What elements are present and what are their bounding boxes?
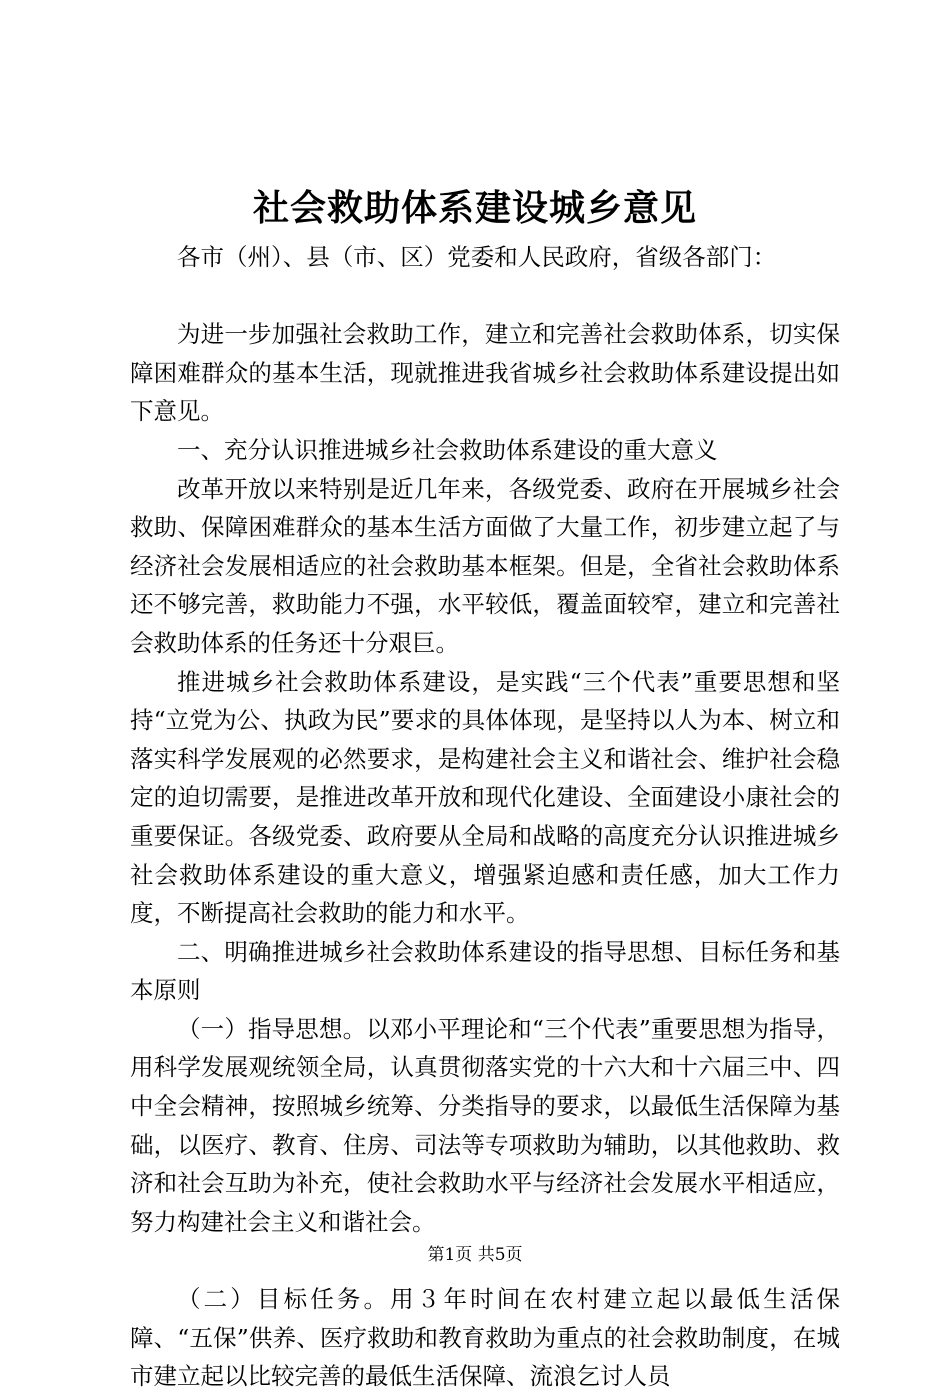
paragraph-intro: 为进一步加强社会救助工作，建立和完善社会救助体系，切实保障困难群众的基本生活，现就推进我省城乡社会救助体系建设提出如下意见。 bbox=[130, 320, 840, 426]
page-number-footer: 第1页 共5页 bbox=[427, 1245, 523, 1265]
paragraph-goals: （二）目标任务。用３年时间在农村建立起以最低生活保障、“五保”供养、医疗救助和教育救助为重点的社会救助制度，在城市建立起以比较完善的最低生活保障、流浪乞讨人员 bbox=[130, 1285, 840, 1391]
document-body bbox=[130, 238, 840, 1396]
paragraph-guiding-ideology: （一）指导思想。以邓小平理论和“三个代表”重要思想为指导，用科学发展观统领全局，认真贯彻落实党的十六大和十六届三中、四中全会精神，按照城乡统筹、分类指导的要求，以最低生活保障为基础，以医疗、教育、住房、司法等专项救助为辅助，以其他救助、救济和社会互助为补充，使社会救助水平与经济社会发展水平相适应，努力构建社会主义和谐社会。 bbox=[130, 1014, 840, 1236]
paragraph-background: 改革开放以来特别是近几年来，各级党委、政府在开展城乡社会救助、保障困难群众的基本生活方面做了大量工作，初步建立起了与经济社会发展相适应的社会救助基本框架。但是，全省社会救助体系还不够完善，救助能力不强，水平较低，覆盖面较窄，建立和完善社会救助体系的任务还十分艰巨。 bbox=[130, 474, 840, 657]
paragraph-significance: 推进城乡社会救助体系建设，是实践“三个代表”重要思想和坚持“立党为公、执政为民”要求的具体体现，是坚持以人为本、树立和落实科学发展观的必然要求，是构建社会主义和谐社会、维护社会稳定的迫切需要，是推进改革开放和现代化建设、全面建设小康社会的重要保证。各级党委、政府要从全局和战略的高度充分认识推进城乡社会救助体系建设的重大意义，增强紧迫感和责任感，加大工作力度，不断提高社会救助的能力和水平。 bbox=[130, 667, 840, 928]
document-title: 社会救助体系建设城乡意见 bbox=[252, 187, 697, 229]
section-heading-1: 一、充分认识推进城乡社会救助体系建设的重大意义 bbox=[177, 435, 718, 464]
section-heading-2: 二、明确推进城乡社会救助体系建设的指导思想、目标任务和基本原则 bbox=[130, 937, 840, 1005]
salutation: 各市（州）、县（市、区）党委和人民政府，省级各部门： bbox=[177, 243, 777, 271]
